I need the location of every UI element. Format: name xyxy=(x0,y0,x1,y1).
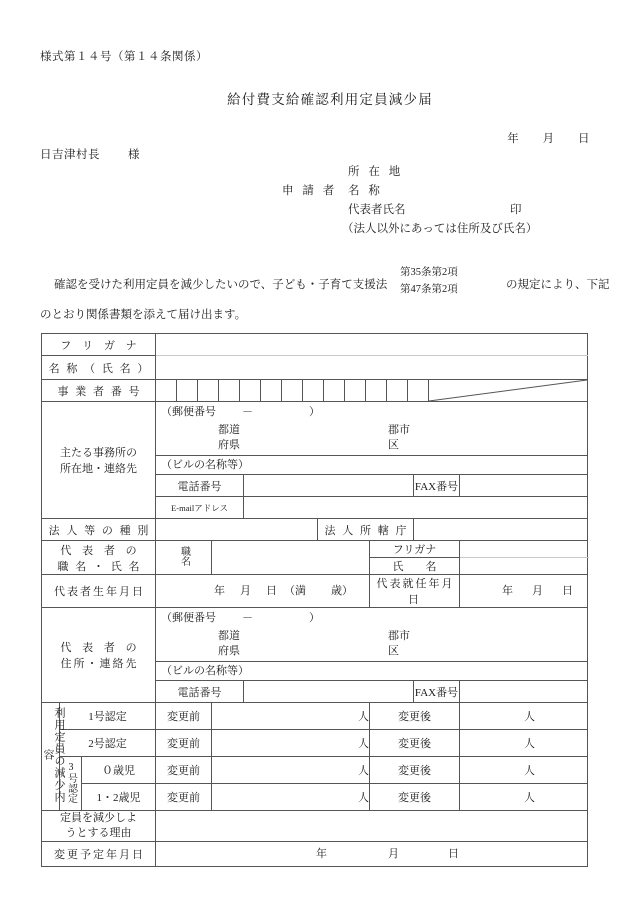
form-number: 様式第１４号（第１４条関係） xyxy=(40,51,208,63)
applicant-tag: 申 請 者 xyxy=(282,185,338,197)
business-number-box[interactable] xyxy=(177,380,198,401)
business-number-box[interactable] xyxy=(261,380,282,401)
capacity-label: 利用定員の減少内容 xyxy=(42,703,60,811)
addressee xyxy=(40,146,140,162)
main-office-building-label: （ビルの名称等） xyxy=(161,458,250,471)
rep-city xyxy=(388,629,410,659)
zip-close-paren: ） xyxy=(309,406,321,418)
main-office-zip-row[interactable] xyxy=(156,402,588,424)
rep-building-label: （ビルの名称等） xyxy=(161,664,250,677)
pref-line-2: 府県 xyxy=(218,439,241,451)
rep-address-label-line2: 住所・連絡先 xyxy=(60,658,139,670)
reason-label-line1: 定員を減少しよ xyxy=(60,812,138,824)
change-date-day: 日 xyxy=(448,848,460,860)
city-line-1: 郡市 xyxy=(388,424,411,436)
main-office-zip-label: （郵便番号 xyxy=(161,406,217,418)
rep-name-input[interactable] xyxy=(460,558,588,575)
capacity-before-label-2: 変更前 xyxy=(156,730,212,757)
main-office-email-label: E-mailアドレス xyxy=(156,497,244,519)
business-number-box[interactable] xyxy=(156,380,177,401)
rep-address-input[interactable] xyxy=(156,629,588,662)
capacity-after-input-2[interactable]: 人 xyxy=(460,730,588,757)
rep-post-input[interactable] xyxy=(212,541,370,575)
business-number-strikethrough xyxy=(429,380,587,401)
capacity-category-2: 2号認定 xyxy=(60,730,156,757)
corp-authority-label: 法 人 所 轄 庁 xyxy=(318,519,414,541)
rep-tel-input[interactable] xyxy=(244,681,414,703)
rep-fax-input[interactable] xyxy=(460,681,588,703)
statement-line-2: のとおり関係書類を添えて届け出ます。 xyxy=(40,309,247,321)
capacity-before-label-3: 変更前 xyxy=(156,757,212,784)
corp-type-label: 法 人 等 の 種 別 xyxy=(42,519,156,541)
table-row-rep-birth xyxy=(42,575,588,608)
statement-line-1 xyxy=(40,267,610,295)
table-row-capacity-2 xyxy=(42,730,588,757)
main-office-building-input[interactable] xyxy=(156,456,588,475)
business-number-box[interactable] xyxy=(198,380,219,401)
reason-label xyxy=(42,811,156,842)
date-day: 日 xyxy=(578,133,590,145)
table-row-furigana xyxy=(42,334,588,356)
name-label: 名 称 （ 氏 名 ） xyxy=(42,356,156,380)
rep-pref-line-1: 都道 xyxy=(218,630,241,642)
zip-dash: － xyxy=(242,406,254,418)
rep-appoint-input[interactable] xyxy=(460,575,588,608)
capacity-category-1: 1号認定 xyxy=(60,703,156,730)
table-row-change-date xyxy=(42,842,588,867)
capacity-before-input-2[interactable]: 人 xyxy=(212,730,370,757)
business-number-boxes xyxy=(156,380,587,401)
statement-block xyxy=(40,267,610,321)
addressee-honorific: 様 xyxy=(128,149,140,161)
change-date-month: 月 xyxy=(388,848,400,860)
main-office-city xyxy=(388,423,410,453)
change-date-input[interactable] xyxy=(156,842,588,867)
business-number-box[interactable] xyxy=(303,380,324,401)
statement-lead: 確認を受けた利用定員を減少したいので、子ども・子育て支援法 xyxy=(54,279,388,291)
rep-furigana-input[interactable] xyxy=(460,541,588,558)
rep-birth-age-close: 歳） xyxy=(331,584,354,597)
corp-type-input[interactable] xyxy=(156,519,318,541)
business-number-box[interactable] xyxy=(387,380,408,401)
rep-tel-label: 電話番号 xyxy=(156,681,244,703)
article-upper: 第35条第2項 xyxy=(400,267,458,278)
document-title: 給付費支給確認利用定員減少届 xyxy=(227,92,433,107)
applicant-name-label: 名 称 xyxy=(348,185,383,197)
rep-zip-dash: － xyxy=(242,612,254,624)
seal-mark: 印 xyxy=(510,204,522,216)
capacity-after-label-4: 変更後 xyxy=(370,784,460,811)
article-stack xyxy=(400,264,496,298)
rep-title-label-line2: 職 名 ・ 氏 名 xyxy=(57,560,142,573)
rep-birth-year: 年 xyxy=(214,584,226,597)
rep-post-label: 職名 xyxy=(156,541,212,575)
rep-appoint-label: 代表就任年月日 xyxy=(370,575,460,608)
capacity-before-input-3[interactable]: 人 xyxy=(212,757,370,784)
main-office-fax-label: FAX番号 xyxy=(414,475,460,497)
main-office-address-input[interactable] xyxy=(156,423,588,456)
rep-birth-age-open: （満 xyxy=(284,584,307,597)
main-office-tel-input[interactable] xyxy=(244,475,414,497)
date-month: 月 xyxy=(542,133,555,145)
date-year: 年 xyxy=(507,133,520,145)
statement-after: の規定により、下記 xyxy=(506,279,610,291)
main-office-label xyxy=(42,402,156,519)
pref-line-1: 都道 xyxy=(218,424,241,436)
business-number-input[interactable] xyxy=(156,380,588,402)
business-number-box[interactable] xyxy=(282,380,303,401)
business-number-box[interactable] xyxy=(219,380,240,401)
table-row-name xyxy=(42,356,588,380)
capacity-type3-label: 3号認定 xyxy=(60,757,82,811)
rep-address-label xyxy=(42,608,156,703)
diagonal-line-icon xyxy=(429,380,587,401)
furigana-label: フ リ ガ ナ xyxy=(42,334,156,356)
reason-input[interactable] xyxy=(156,811,588,842)
main-office-fax-input[interactable] xyxy=(460,475,588,497)
applicant-rep-name-label: 代表者氏名 xyxy=(348,204,406,216)
reason-label-line2: うとする理由 xyxy=(65,827,132,839)
capacity-before-label-4: 変更前 xyxy=(156,784,212,811)
rep-address-zip-row[interactable] xyxy=(156,608,588,630)
addressee-name: 日吉津村長 xyxy=(40,149,100,161)
table-row-capacity-1 xyxy=(42,703,588,730)
date-line xyxy=(507,130,590,146)
table-row-corp-type xyxy=(42,519,588,541)
capacity-before-input-1[interactable]: 人 xyxy=(212,703,370,730)
capacity-before-label-1: 変更前 xyxy=(156,703,212,730)
rep-building-input[interactable] xyxy=(156,662,588,681)
main-office-label-line1: 主たる事務所の xyxy=(60,447,138,459)
rep-appoint-month: 月 xyxy=(532,584,544,597)
rep-name-label: 氏 名 xyxy=(370,558,460,575)
capacity-after-input-4[interactable]: 人 xyxy=(460,784,588,811)
capacity-after-label-3: 変更後 xyxy=(370,757,460,784)
corp-authority-input[interactable] xyxy=(414,519,588,541)
business-number-box[interactable] xyxy=(240,380,261,401)
rep-birth-label: 代表者生年月日 xyxy=(42,575,156,608)
table-row-capacity-3 xyxy=(42,757,588,784)
city-line-2: 区 xyxy=(388,439,400,451)
main-office-tel-label: 電話番号 xyxy=(156,475,244,497)
business-number-box[interactable] xyxy=(324,380,345,401)
main-form-table xyxy=(41,333,588,867)
rep-birth-day: 日 xyxy=(266,584,278,597)
rep-pref-line-2: 府県 xyxy=(218,645,241,657)
business-number-box[interactable] xyxy=(408,380,429,401)
capacity-before-input-4[interactable]: 人 xyxy=(212,784,370,811)
main-office-email-input[interactable] xyxy=(244,497,588,519)
rep-address-label-line1: 代 表 者 の xyxy=(60,642,141,654)
business-number-box[interactable] xyxy=(345,380,366,401)
rep-zip-close-paren: ） xyxy=(309,612,321,624)
rep-title-label xyxy=(42,541,156,575)
rep-city-line-2: 区 xyxy=(388,645,400,657)
rep-birth-month: 月 xyxy=(240,584,252,597)
business-number-label: 事 業 者 番 号 xyxy=(42,380,156,402)
capacity-after-input-3[interactable]: 人 xyxy=(460,757,588,784)
rep-birth-input[interactable] xyxy=(156,575,370,608)
name-input[interactable] xyxy=(156,356,588,380)
table-row-business-number xyxy=(42,380,588,402)
change-date-label: 変更予定年月日 xyxy=(42,842,156,867)
rep-pref xyxy=(218,629,240,659)
capacity-category-4: 1・2歳児 xyxy=(82,784,156,811)
main-office-pref xyxy=(218,423,240,453)
rep-fax-label: FAX番号 xyxy=(414,681,460,703)
table-row-capacity-4 xyxy=(42,784,588,811)
table-row-reason xyxy=(42,811,588,842)
applicant-location-label: 所 在 地 xyxy=(348,166,404,178)
rep-appoint-day: 日 xyxy=(562,584,574,597)
table-row-main-office-zip xyxy=(42,402,588,424)
article-lower: 第47条第2項 xyxy=(400,284,458,295)
rep-city-line-1: 郡市 xyxy=(388,630,411,642)
main-office-label-line2: 所在地・連絡先 xyxy=(60,463,138,475)
change-date-year: 年 xyxy=(316,848,328,860)
applicant-note: （法人以外にあっては住所及び氏名） xyxy=(342,223,538,235)
rep-furigana-label: フリガナ xyxy=(370,541,460,558)
table-row-rep-addr-zip xyxy=(42,608,588,630)
capacity-after-label-1: 変更後 xyxy=(370,703,460,730)
capacity-after-label-2: 変更後 xyxy=(370,730,460,757)
rep-zip-label: （郵便番号 xyxy=(161,612,217,624)
rep-title-label-line1: 代 表 者 の xyxy=(60,544,141,557)
capacity-category-3: ０歳児 xyxy=(82,757,156,784)
furigana-input[interactable] xyxy=(156,334,588,356)
table-row-rep-title xyxy=(42,541,588,558)
rep-appoint-year: 年 xyxy=(502,584,514,597)
capacity-after-input-1[interactable]: 人 xyxy=(460,703,588,730)
business-number-box[interactable] xyxy=(366,380,387,401)
